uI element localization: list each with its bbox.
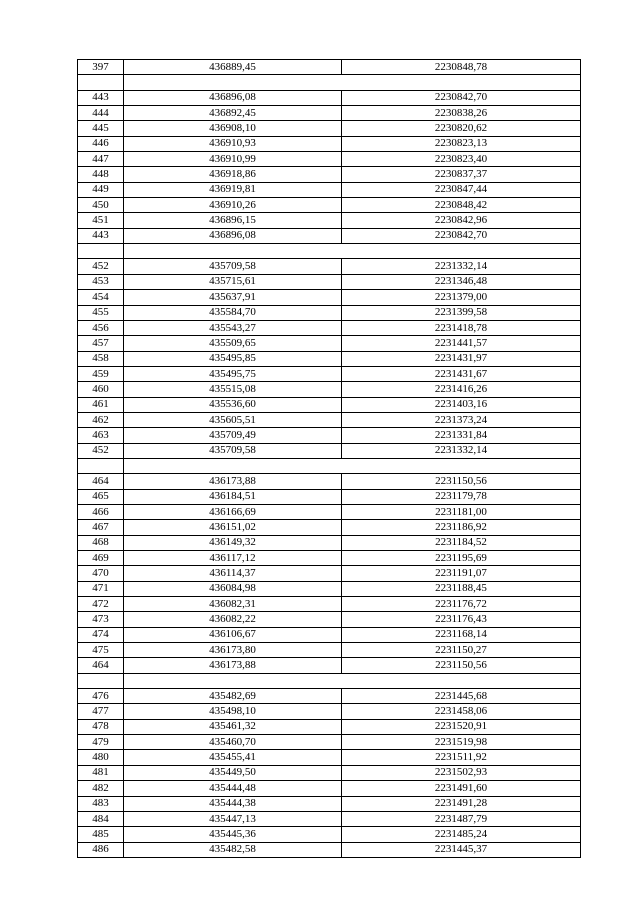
table-row: [78, 520, 581, 535]
x-coordinate-cell: 435495,85: [124, 351, 342, 366]
x-coordinate-cell: 436082,31: [124, 597, 342, 612]
point-number-cell: 452: [78, 443, 124, 458]
x-coordinate-cell: 436173,88: [124, 658, 342, 673]
table-row: [78, 228, 581, 243]
table-row: [78, 290, 581, 305]
x-coordinate-cell: 435515,08: [124, 382, 342, 397]
x-coordinate-cell: 436910,99: [124, 152, 342, 167]
point-number-cell: 451: [78, 213, 124, 228]
separator-cell-number: [78, 244, 124, 259]
x-coordinate-cell: 435536,60: [124, 397, 342, 412]
x-coordinate-cell: 436117,12: [124, 551, 342, 566]
x-coordinate-cell: 436173,80: [124, 643, 342, 658]
separator-cell-coordinates: [124, 673, 581, 688]
point-number-cell: 469: [78, 551, 124, 566]
table-row: [78, 60, 581, 75]
x-coordinate-cell: 435605,51: [124, 412, 342, 427]
y-coordinate-cell: 2231150,56: [342, 474, 581, 489]
table-row: [78, 796, 581, 811]
point-number-cell: 478: [78, 719, 124, 734]
table-row: [78, 474, 581, 489]
table-row: [78, 781, 581, 796]
y-coordinate-cell: 2231332,14: [342, 443, 581, 458]
point-number-cell: 471: [78, 581, 124, 596]
y-coordinate-cell: 2231176,43: [342, 612, 581, 627]
x-coordinate-cell: 435461,32: [124, 719, 342, 734]
y-coordinate-cell: 2231191,07: [342, 566, 581, 581]
x-coordinate-cell: 436908,10: [124, 121, 342, 136]
point-number-cell: 464: [78, 658, 124, 673]
point-number-cell: 464: [78, 474, 124, 489]
table-row: [78, 274, 581, 289]
y-coordinate-cell: 2231487,79: [342, 811, 581, 826]
table-row: [78, 136, 581, 151]
x-coordinate-cell: 436892,45: [124, 106, 342, 121]
separator-row: [78, 244, 581, 259]
y-coordinate-cell: 2231491,28: [342, 796, 581, 811]
point-number-cell: 460: [78, 382, 124, 397]
table-row: [78, 551, 581, 566]
x-coordinate-cell: 436889,45: [124, 60, 342, 75]
y-coordinate-cell: 2231331,84: [342, 428, 581, 443]
point-number-cell: 452: [78, 259, 124, 274]
point-number-cell: 466: [78, 504, 124, 519]
table-row: [78, 182, 581, 197]
x-coordinate-cell: 435637,91: [124, 290, 342, 305]
x-coordinate-cell: 435482,58: [124, 842, 342, 857]
y-coordinate-cell: 2231458,06: [342, 704, 581, 719]
table-row: [78, 658, 581, 673]
y-coordinate-cell: 2230820,62: [342, 121, 581, 136]
y-coordinate-cell: 2231184,52: [342, 535, 581, 550]
y-coordinate-cell: 2231511,92: [342, 750, 581, 765]
point-number-cell: 461: [78, 397, 124, 412]
y-coordinate-cell: 2230842,96: [342, 213, 581, 228]
x-coordinate-cell: 436166,69: [124, 504, 342, 519]
y-coordinate-cell: 2231399,58: [342, 305, 581, 320]
point-number-cell: 479: [78, 735, 124, 750]
x-coordinate-cell: 435709,58: [124, 443, 342, 458]
point-number-cell: 458: [78, 351, 124, 366]
y-coordinate-cell: 2230838,26: [342, 106, 581, 121]
y-coordinate-cell: 2230823,40: [342, 152, 581, 167]
x-coordinate-cell: 435444,38: [124, 796, 342, 811]
table-row: [78, 213, 581, 228]
table-row: [78, 827, 581, 842]
table-row: [78, 351, 581, 366]
x-coordinate-cell: 435498,10: [124, 704, 342, 719]
y-coordinate-cell: 2231418,78: [342, 320, 581, 335]
point-number-cell: 477: [78, 704, 124, 719]
y-coordinate-cell: 2231332,14: [342, 259, 581, 274]
table-row: [78, 152, 581, 167]
x-coordinate-cell: 436082,22: [124, 612, 342, 627]
x-coordinate-cell: 435447,13: [124, 811, 342, 826]
point-number-cell: 445: [78, 121, 124, 136]
x-coordinate-cell: 436184,51: [124, 489, 342, 504]
y-coordinate-cell: 2231431,97: [342, 351, 581, 366]
point-number-cell: 448: [78, 167, 124, 182]
x-coordinate-cell: 435482,69: [124, 689, 342, 704]
separator-row: [78, 458, 581, 473]
point-number-cell: 472: [78, 597, 124, 612]
y-coordinate-cell: 2231502,93: [342, 765, 581, 780]
table-row: [78, 198, 581, 213]
point-number-cell: 476: [78, 689, 124, 704]
x-coordinate-cell: 436896,08: [124, 228, 342, 243]
point-number-cell: 486: [78, 842, 124, 857]
table-row: [78, 167, 581, 182]
coordinates-table-body: [78, 60, 581, 858]
coordinates-table: [77, 59, 581, 858]
table-row: [78, 535, 581, 550]
x-coordinate-cell: 436918,86: [124, 167, 342, 182]
point-number-cell: 453: [78, 274, 124, 289]
separator-row: [78, 75, 581, 90]
y-coordinate-cell: 2231188,45: [342, 581, 581, 596]
point-number-cell: 470: [78, 566, 124, 581]
y-coordinate-cell: 2231519,98: [342, 735, 581, 750]
x-coordinate-cell: 436173,88: [124, 474, 342, 489]
y-coordinate-cell: 2231491,60: [342, 781, 581, 796]
table-row: [78, 735, 581, 750]
x-coordinate-cell: 435449,50: [124, 765, 342, 780]
y-coordinate-cell: 2230842,70: [342, 228, 581, 243]
table-row: [78, 566, 581, 581]
separator-row: [78, 673, 581, 688]
y-coordinate-cell: 2231346,48: [342, 274, 581, 289]
y-coordinate-cell: 2231445,68: [342, 689, 581, 704]
y-coordinate-cell: 2230837,37: [342, 167, 581, 182]
table-row: [78, 90, 581, 105]
x-coordinate-cell: 435509,65: [124, 336, 342, 351]
point-number-cell: 475: [78, 643, 124, 658]
table-row: [78, 765, 581, 780]
separator-cell-number: [78, 673, 124, 688]
table-row: [78, 581, 581, 596]
table-row: [78, 305, 581, 320]
y-coordinate-cell: 2231181,00: [342, 504, 581, 519]
x-coordinate-cell: 436106,67: [124, 627, 342, 642]
x-coordinate-cell: 436910,26: [124, 198, 342, 213]
y-coordinate-cell: 2231195,69: [342, 551, 581, 566]
x-coordinate-cell: 435460,70: [124, 735, 342, 750]
x-coordinate-cell: 435709,58: [124, 259, 342, 274]
separator-cell-number: [78, 75, 124, 90]
table-row: [78, 259, 581, 274]
table-row: [78, 106, 581, 121]
point-number-cell: 450: [78, 198, 124, 213]
y-coordinate-cell: 2231150,27: [342, 643, 581, 658]
table-row: [78, 643, 581, 658]
x-coordinate-cell: 436896,15: [124, 213, 342, 228]
y-coordinate-cell: 2231186,92: [342, 520, 581, 535]
separator-cell-coordinates: [124, 244, 581, 259]
separator-cell-coordinates: [124, 75, 581, 90]
separator-cell-number: [78, 458, 124, 473]
y-coordinate-cell: 2231403,16: [342, 397, 581, 412]
point-number-cell: 481: [78, 765, 124, 780]
y-coordinate-cell: 2230842,70: [342, 90, 581, 105]
point-number-cell: 468: [78, 535, 124, 550]
point-number-cell: 483: [78, 796, 124, 811]
y-coordinate-cell: 2231431,67: [342, 366, 581, 381]
table-row: [78, 811, 581, 826]
point-number-cell: 482: [78, 781, 124, 796]
y-coordinate-cell: 2231445,37: [342, 842, 581, 857]
table-row: [78, 842, 581, 857]
y-coordinate-cell: 2231176,72: [342, 597, 581, 612]
point-number-cell: 454: [78, 290, 124, 305]
point-number-cell: 459: [78, 366, 124, 381]
point-number-cell: 446: [78, 136, 124, 151]
point-number-cell: 463: [78, 428, 124, 443]
x-coordinate-cell: 436151,02: [124, 520, 342, 535]
x-coordinate-cell: 435709,49: [124, 428, 342, 443]
x-coordinate-cell: 436084,98: [124, 581, 342, 596]
table-row: [78, 382, 581, 397]
table-row: [78, 750, 581, 765]
point-number-cell: 467: [78, 520, 124, 535]
x-coordinate-cell: 435584,70: [124, 305, 342, 320]
x-coordinate-cell: 436896,08: [124, 90, 342, 105]
point-number-cell: 484: [78, 811, 124, 826]
point-number-cell: 465: [78, 489, 124, 504]
y-coordinate-cell: 2230847,44: [342, 182, 581, 197]
point-number-cell: 443: [78, 228, 124, 243]
table-row: [78, 689, 581, 704]
point-number-cell: 485: [78, 827, 124, 842]
point-number-cell: 455: [78, 305, 124, 320]
x-coordinate-cell: 435445,36: [124, 827, 342, 842]
point-number-cell: 473: [78, 612, 124, 627]
y-coordinate-cell: 2231179,78: [342, 489, 581, 504]
y-coordinate-cell: 2231379,00: [342, 290, 581, 305]
y-coordinate-cell: 2231150,56: [342, 658, 581, 673]
table-row: [78, 443, 581, 458]
x-coordinate-cell: 436919,81: [124, 182, 342, 197]
point-number-cell: 447: [78, 152, 124, 167]
table-row: [78, 489, 581, 504]
table-row: [78, 719, 581, 734]
point-number-cell: 444: [78, 106, 124, 121]
point-number-cell: 474: [78, 627, 124, 642]
table-row: [78, 320, 581, 335]
separator-cell-coordinates: [124, 458, 581, 473]
x-coordinate-cell: 435715,61: [124, 274, 342, 289]
x-coordinate-cell: 435455,41: [124, 750, 342, 765]
y-coordinate-cell: 2230823,13: [342, 136, 581, 151]
table-row: [78, 597, 581, 612]
y-coordinate-cell: 2230848,78: [342, 60, 581, 75]
table-row: [78, 704, 581, 719]
y-coordinate-cell: 2230848,42: [342, 198, 581, 213]
y-coordinate-cell: 2231168,14: [342, 627, 581, 642]
y-coordinate-cell: 2231441,57: [342, 336, 581, 351]
y-coordinate-cell: 2231485,24: [342, 827, 581, 842]
table-row: [78, 504, 581, 519]
point-number-cell: 443: [78, 90, 124, 105]
x-coordinate-cell: 436149,32: [124, 535, 342, 550]
point-number-cell: 449: [78, 182, 124, 197]
y-coordinate-cell: 2231373,24: [342, 412, 581, 427]
point-number-cell: 462: [78, 412, 124, 427]
table-row: [78, 412, 581, 427]
table-row: [78, 121, 581, 136]
point-number-cell: 480: [78, 750, 124, 765]
y-coordinate-cell: 2231416,26: [342, 382, 581, 397]
table-row: [78, 366, 581, 381]
x-coordinate-cell: 435444,48: [124, 781, 342, 796]
x-coordinate-cell: 435543,27: [124, 320, 342, 335]
table-row: [78, 428, 581, 443]
x-coordinate-cell: 435495,75: [124, 366, 342, 381]
table-row: [78, 336, 581, 351]
x-coordinate-cell: 436114,37: [124, 566, 342, 581]
table-row: [78, 397, 581, 412]
point-number-cell: 457: [78, 336, 124, 351]
x-coordinate-cell: 436910,93: [124, 136, 342, 151]
table-row: [78, 627, 581, 642]
point-number-cell: 456: [78, 320, 124, 335]
y-coordinate-cell: 2231520,91: [342, 719, 581, 734]
point-number-cell: 397: [78, 60, 124, 75]
table-row: [78, 612, 581, 627]
